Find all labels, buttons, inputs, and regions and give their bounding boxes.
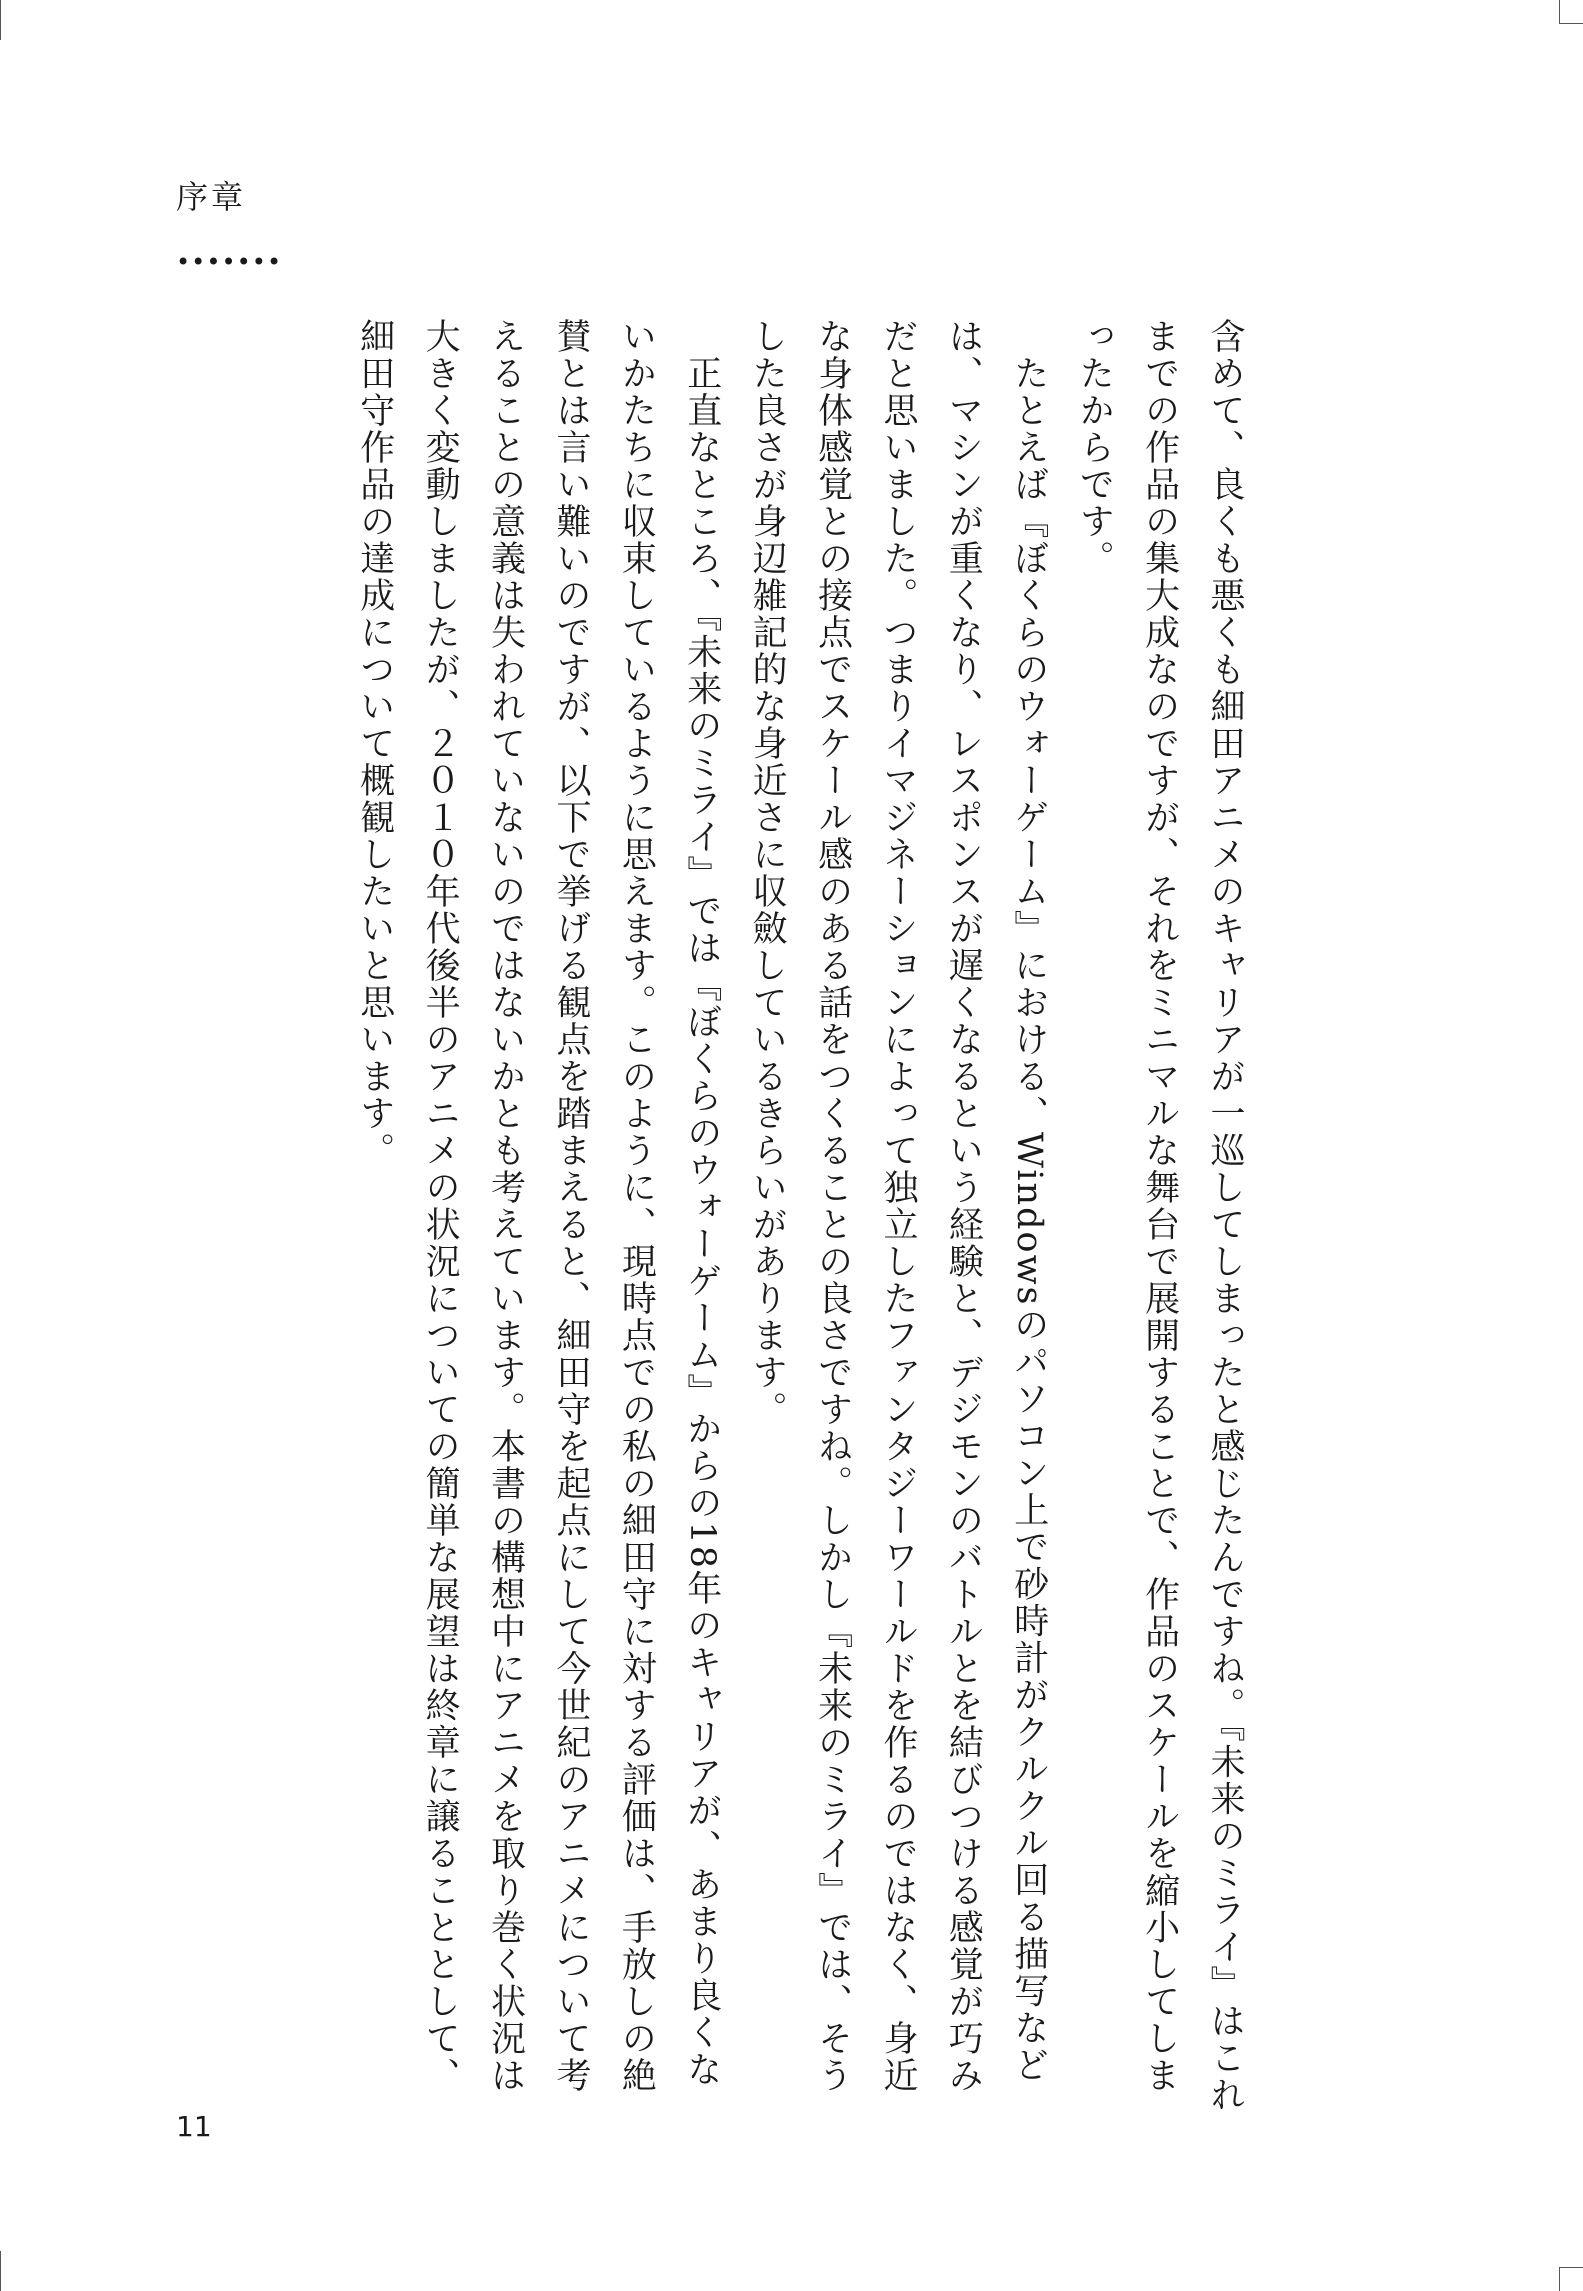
crop-mark-bottom-left (0, 2251, 1, 2291)
crop-mark-top-right (1559, 0, 1560, 24)
crop-mark-bottom-right-h (1559, 2267, 1583, 2268)
body-text (354, 318, 1257, 2118)
paragraph-1: 含めて、良くも悪くも細田アニメのキャリアが一巡してしまったと感じたんですね。『未来のミライ』はこれまでの作品の集大成なのですが、それをミニマルな舞台で展開することで、作品のスケールを縮小してしまったからです。 (1074, 318, 1245, 2114)
paragraph-3: 正直なところ、『未来のミライ』では『ぼくらのウォーゲーム』からの18年のキャリアが、あまり良くないかたちに収束しているように思えます。このように、現時点での私の細田守に対する評価は、手放しの絶賛とは言い難いのですが、以下で挙げる観点を踏まえると、細田守を起点にして今世紀のアニメについて考えることの意義は失われていないのではないかとも考えています。本書の構想中にアニメを取り巻く状況は大きく変動しましたが、２０１０年代後半のアニメの状況についての簡単な展望は終章に譲ることとして、細田守作品の達成について概観したいと思います。 (354, 318, 722, 2094)
crop-mark-top-right-h (1559, 23, 1583, 24)
crop-mark-top-left (0, 0, 1, 40)
chapter-dots: ••••••• (176, 248, 283, 276)
chapter-label: 序章 (176, 178, 247, 216)
page-number: 11 (176, 2110, 212, 2143)
crop-mark-bottom-right (1559, 2267, 1560, 2291)
paragraph-2: たとえば『ぼくらのウォーゲーム』における、Windowsのパソコン上で砂時計がクルクル回る描写などは、マシンが重くなり、レスポンスが遅くなるという経験と、デジモンのバトルとを結びつける感覚が巧みだと思いました。つまりイマジネーションによって独立したファンタジーワールドを作るのではなく、身近な身体感覚との接点でスケール感のある話をつくることの良さですね。しかし『未来のミライ』では、そうした良さが身辺雑記的な身近さに収斂しているきらいがあります。 (747, 318, 1049, 2094)
